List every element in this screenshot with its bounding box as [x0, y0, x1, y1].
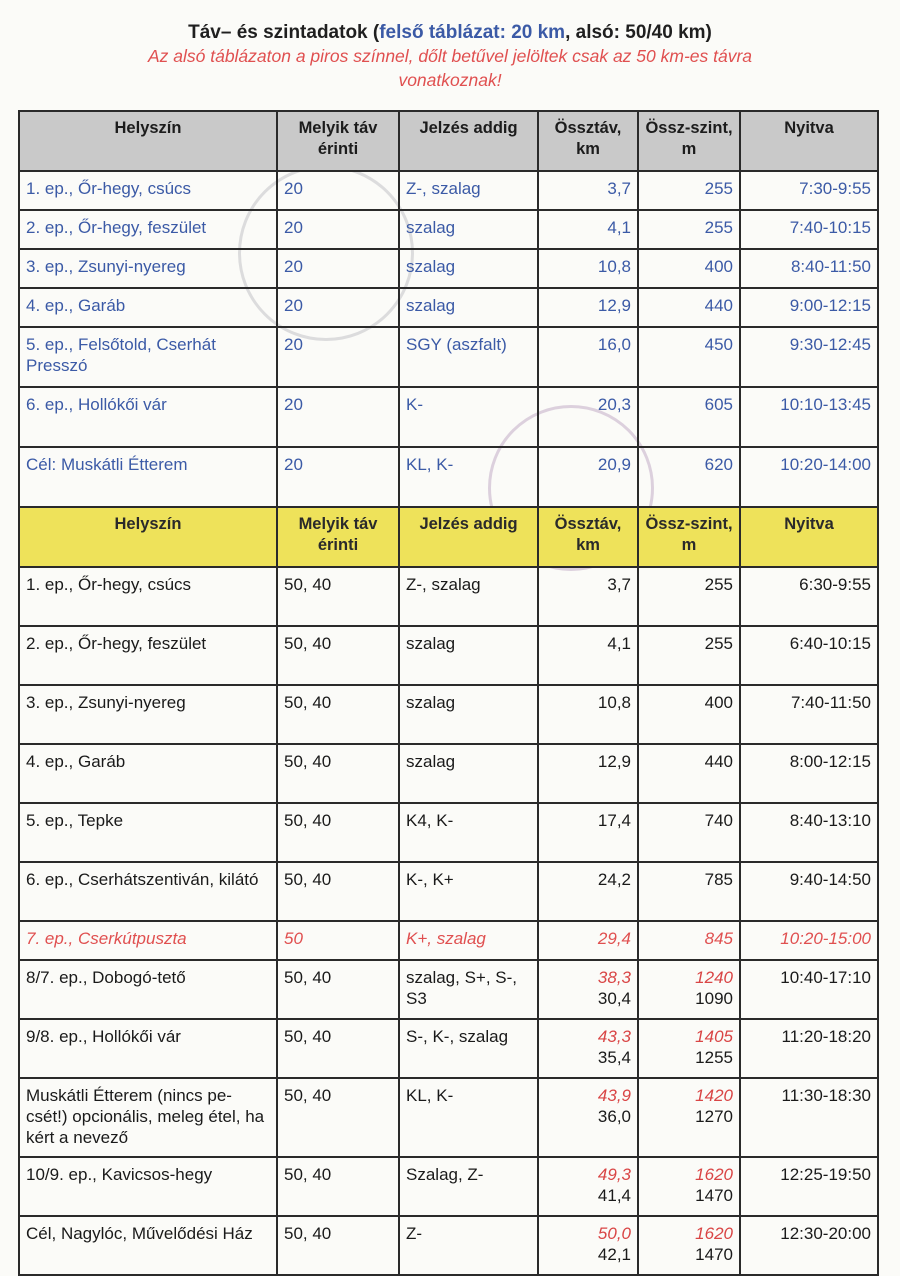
- value-40km: 42,1: [597, 1245, 631, 1264]
- table-row: [19, 447, 878, 507]
- title-part-1: Táv– és szintadatok (: [188, 22, 380, 43]
- cell-tav: 50: [277, 921, 399, 960]
- table-row: [19, 171, 878, 210]
- cell-osszszint: [638, 1019, 740, 1078]
- cell-helyszin: 2. ep., Őr-hegy, feszület: [19, 210, 277, 249]
- cell-nyitva: 9:40-14:50: [740, 862, 878, 921]
- cell-helyszin: 1. ep., Őr-hegy, csúcs: [19, 171, 277, 210]
- cell-tav: 50, 40: [277, 1157, 399, 1216]
- cell-ossztav: 12,9: [538, 288, 638, 327]
- title-block: [0, 0, 900, 92]
- cell-ossztav: 10,8: [538, 249, 638, 288]
- column-header: Össz-szint, m: [638, 507, 740, 567]
- column-header: Jelzés addig: [399, 111, 538, 171]
- cell-jelzes: K4, K-: [399, 803, 538, 862]
- cell-helyszin: 2. ep., Őr-hegy, feszület: [19, 626, 277, 685]
- cell-helyszin: 10/9. ep., Kavicsos-hegy: [19, 1157, 277, 1216]
- cell-helyszin: 1. ep., Őr-hegy, csúcs: [19, 567, 277, 626]
- cell-jelzes: szalag: [399, 210, 538, 249]
- cell-ossztav: 3,7: [538, 171, 638, 210]
- cell-tav: 50, 40: [277, 803, 399, 862]
- title-part-2: felső táblázat: 20 km: [379, 22, 566, 43]
- cell-osszszint: 400: [638, 249, 740, 288]
- cell-nyitva: 12:25-19:50: [740, 1157, 878, 1216]
- cell-helyszin: 9/8. ep., Hollókői vár: [19, 1019, 277, 1078]
- cell-nyitva: 10:40-17:10: [740, 960, 878, 1019]
- value-40km: 41,4: [597, 1186, 631, 1205]
- value-40km: 1470: [695, 1245, 733, 1264]
- table-row: [19, 567, 878, 626]
- column-header: Össztáv, km: [538, 111, 638, 171]
- cell-nyitva: 10:20-15:00: [740, 921, 878, 960]
- table-row: [19, 921, 878, 960]
- table-row: [19, 1157, 878, 1216]
- cell-tav: 50, 40: [277, 1078, 399, 1157]
- value-50km: 38,3: [597, 968, 631, 987]
- cell-helyszin: Cél, Nagylóc, Művelődési Ház: [19, 1216, 277, 1275]
- cell-osszszint: 605: [638, 387, 740, 447]
- cell-osszszint: 740: [638, 803, 740, 862]
- cell-tav: 20: [277, 447, 399, 507]
- cell-jelzes: szalag, S+, S-, S3: [399, 960, 538, 1019]
- cell-osszszint: 440: [638, 288, 740, 327]
- cell-tav: 20: [277, 288, 399, 327]
- cell-ossztav: [538, 1019, 638, 1078]
- cell-osszszint: 785: [638, 862, 740, 921]
- column-header: Jelzés addig: [399, 507, 538, 567]
- cell-helyszin: 5. ep., Tepke: [19, 803, 277, 862]
- cell-nyitva: 9:00-12:15: [740, 288, 878, 327]
- cell-ossztav: 16,0: [538, 327, 638, 387]
- cell-ossztav: [538, 1216, 638, 1275]
- table-row: [19, 1216, 878, 1275]
- cell-nyitva: 10:10-13:45: [740, 387, 878, 447]
- table-row: [19, 626, 878, 685]
- cell-tav: 50, 40: [277, 1019, 399, 1078]
- table-row: [19, 685, 878, 744]
- cell-nyitva: 9:30-12:45: [740, 327, 878, 387]
- cell-helyszin: 3. ep., Zsunyi-nyereg: [19, 685, 277, 744]
- cell-nyitva: 7:40-11:50: [740, 685, 878, 744]
- cell-jelzes: SGY (aszfalt): [399, 327, 538, 387]
- cell-osszszint: 255: [638, 171, 740, 210]
- value-40km: 1270: [695, 1107, 733, 1126]
- cell-osszszint: 255: [638, 567, 740, 626]
- cell-tav: 50, 40: [277, 744, 399, 803]
- cell-jelzes: K-: [399, 387, 538, 447]
- cell-ossztav: 29,4: [538, 921, 638, 960]
- value-40km: 1470: [695, 1186, 733, 1205]
- table-row: [19, 960, 878, 1019]
- cell-tav: 20: [277, 210, 399, 249]
- cell-osszszint: [638, 1078, 740, 1157]
- cell-osszszint: 450: [638, 327, 740, 387]
- cell-nyitva: 12:30-20:00: [740, 1216, 878, 1275]
- column-header: Nyitva: [740, 507, 878, 567]
- cell-osszszint: [638, 1157, 740, 1216]
- cell-helyszin: Cél: Muskátli Étterem: [19, 447, 277, 507]
- cell-ossztav: 24,2: [538, 862, 638, 921]
- cell-ossztav: [538, 1078, 638, 1157]
- cell-jelzes: Z-: [399, 1216, 538, 1275]
- cell-osszszint: 440: [638, 744, 740, 803]
- cell-ossztav: 17,4: [538, 803, 638, 862]
- cell-osszszint: 845: [638, 921, 740, 960]
- header-row: [19, 507, 878, 567]
- cell-ossztav: 4,1: [538, 626, 638, 685]
- cell-nyitva: 8:00-12:15: [740, 744, 878, 803]
- cell-jelzes: szalag: [399, 744, 538, 803]
- cell-helyszin: 6. ep., Hollókői vár: [19, 387, 277, 447]
- header-row: [19, 111, 878, 171]
- value-50km: 1620: [695, 1224, 733, 1243]
- page-title: [0, 22, 900, 44]
- cell-jelzes: szalag: [399, 685, 538, 744]
- cell-nyitva: 8:40-13:10: [740, 803, 878, 862]
- value-50km: 1405: [695, 1027, 733, 1046]
- cell-helyszin: 4. ep., Garáb: [19, 288, 277, 327]
- subtitle-line-1: Az alsó táblázaton a piros színnel, dőlt betűvel jelöltek csak az 50 km-es távra: [147, 46, 753, 66]
- column-header: Helyszín: [19, 507, 277, 567]
- cell-ossztav: 12,9: [538, 744, 638, 803]
- value-50km: 1240: [695, 968, 733, 987]
- title-part-3: , alsó: 50/40 km): [565, 22, 712, 43]
- cell-ossztav: [538, 1157, 638, 1216]
- cell-tav: 20: [277, 387, 399, 447]
- cell-jelzes: Szalag, Z-: [399, 1157, 538, 1216]
- cell-jelzes: K+, szalag: [399, 921, 538, 960]
- cell-helyszin: 4. ep., Garáb: [19, 744, 277, 803]
- cell-ossztav: 3,7: [538, 567, 638, 626]
- cell-jelzes: szalag: [399, 249, 538, 288]
- cell-nyitva: 7:40-10:15: [740, 210, 878, 249]
- table-row: [19, 327, 878, 387]
- column-header: Helyszín: [19, 111, 277, 171]
- value-50km: 49,3: [597, 1165, 631, 1184]
- cell-osszszint: [638, 1216, 740, 1275]
- table-row: [19, 1078, 878, 1157]
- column-header: Melyik táv érinti: [277, 507, 399, 567]
- cell-helyszin: Muskátli Étterem (nincs pe-csét!) opcionális, meleg étel, ha kért a nevező: [19, 1078, 277, 1157]
- value-40km: 36,0: [597, 1107, 631, 1126]
- value-40km: 30,4: [597, 989, 631, 1008]
- cell-jelzes: szalag: [399, 288, 538, 327]
- cell-helyszin: 3. ep., Zsunyi-nyereg: [19, 249, 277, 288]
- cell-helyszin: 8/7. ep., Dobogó-tető: [19, 960, 277, 1019]
- cell-nyitva: 10:20-14:00: [740, 447, 878, 507]
- subtitle-line-2: vonatkoznak!: [398, 70, 502, 90]
- column-header: Össz-szint, m: [638, 111, 740, 171]
- cell-nyitva: 8:40-11:50: [740, 249, 878, 288]
- cell-osszszint: 400: [638, 685, 740, 744]
- cell-jelzes: K-, K+: [399, 862, 538, 921]
- cell-osszszint: [638, 960, 740, 1019]
- column-header: Nyitva: [740, 111, 878, 171]
- value-50km: 43,3: [597, 1027, 631, 1046]
- cell-tav: 20: [277, 327, 399, 387]
- value-40km: 1255: [695, 1048, 733, 1067]
- cell-tav: 50, 40: [277, 1216, 399, 1275]
- cell-jelzes: KL, K-: [399, 447, 538, 507]
- cell-tav: 20: [277, 249, 399, 288]
- cell-tav: 50, 40: [277, 685, 399, 744]
- value-50km: 1420: [695, 1086, 733, 1105]
- cell-jelzes: Z-, szalag: [399, 171, 538, 210]
- table-row: [19, 862, 878, 921]
- table-row: [19, 288, 878, 327]
- cell-osszszint: 255: [638, 626, 740, 685]
- column-header: Melyik táv érinti: [277, 111, 399, 171]
- cell-nyitva: 11:20-18:20: [740, 1019, 878, 1078]
- cell-helyszin: 5. ep., Felsőtold, Cserhát Presszó: [19, 327, 277, 387]
- cell-tav: 20: [277, 171, 399, 210]
- table-row: [19, 803, 878, 862]
- cell-ossztav: 20,3: [538, 387, 638, 447]
- value-50km: 50,0: [597, 1224, 631, 1243]
- cell-nyitva: 7:30-9:55: [740, 171, 878, 210]
- value-50km: 1620: [695, 1165, 733, 1184]
- cell-nyitva: 6:30-9:55: [740, 567, 878, 626]
- cell-ossztav: [538, 960, 638, 1019]
- cell-helyszin: 7. ep., Cserkútpuszta: [19, 921, 277, 960]
- cell-jelzes: KL, K-: [399, 1078, 538, 1157]
- cell-ossztav: 20,9: [538, 447, 638, 507]
- cell-tav: 50, 40: [277, 862, 399, 921]
- cell-jelzes: szalag: [399, 626, 538, 685]
- table-row: [19, 744, 878, 803]
- cell-osszszint: 255: [638, 210, 740, 249]
- value-50km: 43,9: [597, 1086, 631, 1105]
- cell-ossztav: 10,8: [538, 685, 638, 744]
- cell-jelzes: S-, K-, szalag: [399, 1019, 538, 1078]
- table-row: [19, 210, 878, 249]
- cell-tav: 50, 40: [277, 626, 399, 685]
- cell-helyszin: 6. ep., Cserhátszentiván, kilátó: [19, 862, 277, 921]
- cell-nyitva: 6:40-10:15: [740, 626, 878, 685]
- distance-table: [18, 110, 879, 1276]
- column-header: Össztáv, km: [538, 507, 638, 567]
- table-row: [19, 387, 878, 447]
- value-40km: 1090: [695, 989, 733, 1008]
- cell-nyitva: 11:30-18:30: [740, 1078, 878, 1157]
- cell-tav: 50, 40: [277, 567, 399, 626]
- cell-jelzes: Z-, szalag: [399, 567, 538, 626]
- table-row: [19, 1019, 878, 1078]
- cell-ossztav: 4,1: [538, 210, 638, 249]
- value-40km: 35,4: [597, 1048, 631, 1067]
- cell-tav: 50, 40: [277, 960, 399, 1019]
- cell-osszszint: 620: [638, 447, 740, 507]
- table-row: [19, 249, 878, 288]
